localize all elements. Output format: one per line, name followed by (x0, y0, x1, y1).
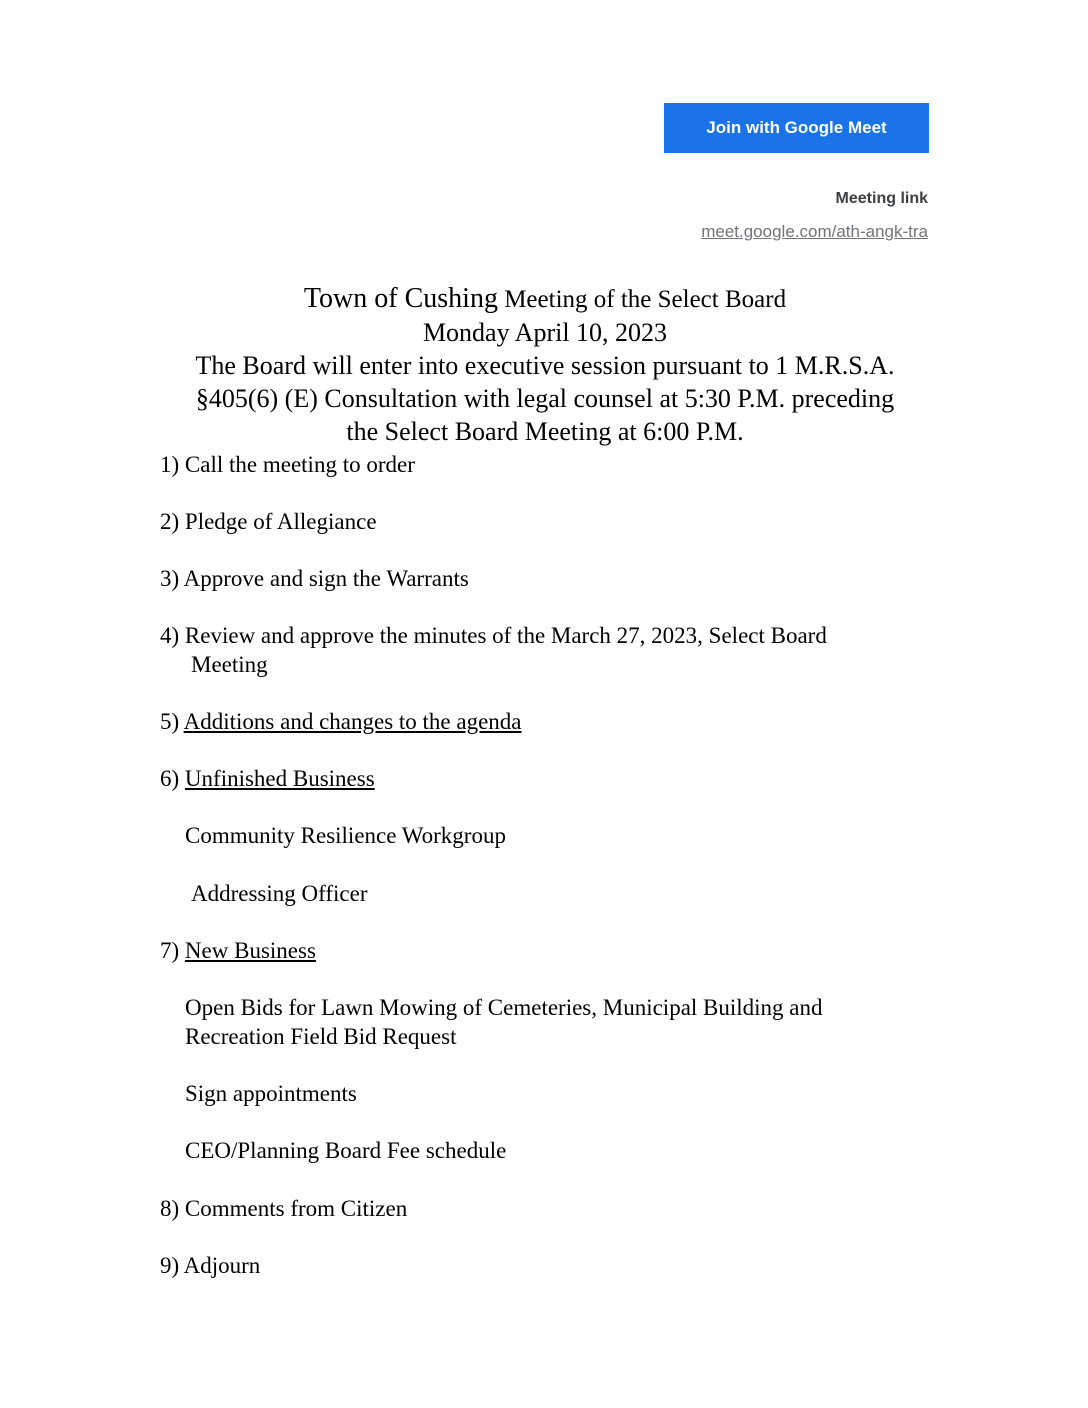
item-number: 3) (160, 566, 184, 591)
meeting-link-label: Meeting link (835, 190, 928, 207)
item-text: Approve and sign the Warrants (183, 566, 469, 591)
agenda-item-6 (160, 764, 375, 793)
executive-session-notice-3: the Select Board Meeting at 6:00 P.M. (346, 417, 744, 446)
agenda-item-9 (160, 1251, 260, 1280)
agenda-item-8 (160, 1194, 407, 1223)
item-text: Review and approve the minutes of the March 27, 2023, Select Board (184, 623, 827, 648)
title-line (150, 282, 940, 316)
item-number: 2) (160, 509, 185, 534)
agenda-subitem-community-resilience: Community Resilience Workgroup (185, 823, 506, 848)
agenda-header (150, 282, 940, 448)
item-text: New Business (184, 938, 316, 963)
subitem-line-2: Recreation Field Bid Request (185, 1024, 457, 1049)
agenda-item-5 (160, 707, 522, 736)
agenda-item-1 (160, 450, 415, 479)
subitem-line-1: Open Bids for Lawn Mowing of Cemeteries, Municipal Building and (185, 995, 823, 1020)
agenda-item-2 (160, 507, 377, 536)
item-number: 5) (160, 709, 184, 734)
agenda-subitem-addressing-officer: Addressing Officer (191, 881, 368, 906)
executive-session-notice-1: The Board will enter into executive session pursuant to 1 M.R.S.A. (195, 351, 895, 380)
meeting-title: Meeting of the Select Board (497, 286, 787, 313)
agenda-subitem-lawn-mowing-bids (185, 993, 823, 1051)
agenda-subitem-sign-appointments: Sign appointments (185, 1081, 357, 1106)
item-text: Pledge of Allegiance (184, 509, 377, 534)
agenda-item-4 (160, 621, 827, 679)
meeting-link-url[interactable]: meet.google.com/ath-angk-tra (701, 222, 928, 241)
town-name: Town of Cushing (303, 283, 498, 314)
agenda-subitem-fee-schedule: CEO/Planning Board Fee schedule (185, 1138, 507, 1163)
item-text: Adjourn (183, 1253, 261, 1278)
item-text: Call the meeting to order (184, 452, 415, 477)
item-text: Comments from Citizen (184, 1196, 408, 1221)
item-number: 4) (160, 623, 185, 648)
item-text: Unfinished Business (184, 766, 375, 791)
item-number: 8) (160, 1196, 185, 1221)
meeting-date: Monday April 10, 2023 (422, 318, 668, 347)
executive-session-notice-2: §405(6) (E) Consultation with legal counsel at 5:30 P.M. preceding (195, 384, 895, 413)
item-text: Additions and changes to the agenda (183, 709, 522, 734)
item-number: 6) (160, 766, 185, 791)
join-google-meet-button[interactable]: Join with Google Meet (664, 103, 929, 153)
item-text-continued: Meeting (191, 652, 268, 677)
item-number: 1) (160, 452, 185, 477)
agenda-item-3 (160, 564, 469, 593)
item-number: 7) (160, 938, 185, 963)
item-number: 9) (160, 1253, 184, 1278)
agenda-item-7 (160, 936, 316, 965)
